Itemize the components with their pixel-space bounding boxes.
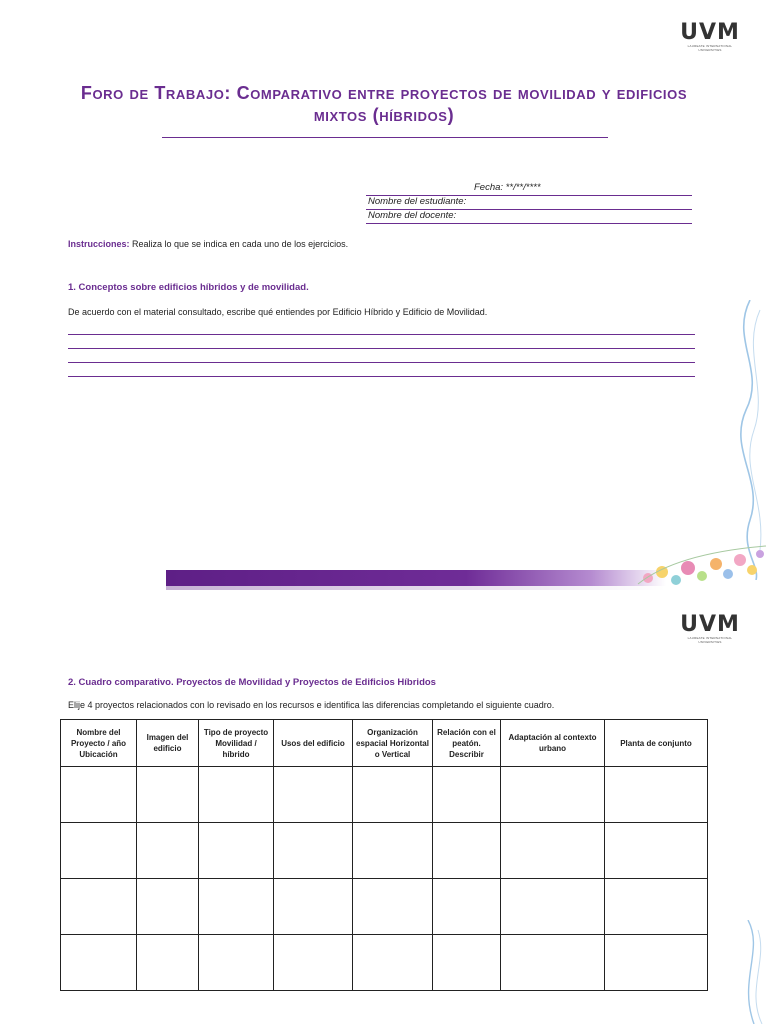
table-cell[interactable] <box>353 767 433 823</box>
table-cell[interactable] <box>274 935 353 991</box>
flowers-decoration <box>628 540 768 590</box>
date-label: Fecha: **/**/**** <box>474 182 541 193</box>
table-cell[interactable] <box>61 767 137 823</box>
column-header: Imagen del edificio <box>137 720 199 767</box>
table-cell[interactable] <box>137 823 199 879</box>
table-cell[interactable] <box>605 767 708 823</box>
table-cell[interactable] <box>137 935 199 991</box>
table-cell[interactable] <box>433 935 501 991</box>
column-header: Organización espacial Horizontal o Vertical <box>353 720 433 767</box>
uvm-logo <box>678 22 742 52</box>
student-name-field[interactable] <box>366 196 692 210</box>
table-header-row <box>61 720 708 767</box>
table-cell[interactable] <box>199 879 274 935</box>
table-cell[interactable] <box>274 879 353 935</box>
table-cell[interactable] <box>605 823 708 879</box>
table-cell[interactable] <box>61 879 137 935</box>
column-header: Tipo de proyecto Movilidad / híbrido <box>199 720 274 767</box>
student-name-label: Nombre del estudiante: <box>368 196 467 207</box>
table-cell[interactable] <box>353 823 433 879</box>
logo-subtitle: LAUREATE INTERNATIONAL UNIVERSITIES <box>687 44 733 52</box>
comparison-table <box>60 719 708 991</box>
column-header: Adaptación al contexto urbano <box>501 720 605 767</box>
table-cell[interactable] <box>501 823 605 879</box>
answer-line[interactable] <box>68 334 695 335</box>
table-cell[interactable] <box>61 823 137 879</box>
section-2-prompt: Elije 4 proyectos relacionados con lo revisado en los recursos e identifica las diferencias completando el siguiente cuadro. <box>68 700 555 710</box>
decorative-swirl <box>734 920 768 1024</box>
table-cell[interactable] <box>353 935 433 991</box>
teacher-name-field[interactable] <box>366 210 692 224</box>
table-cell[interactable] <box>605 935 708 991</box>
footer-band <box>166 570 666 586</box>
table-cell[interactable] <box>199 767 274 823</box>
table-row <box>61 767 708 823</box>
column-header: Nombre del Proyecto / año Ubicación <box>61 720 137 767</box>
logo-subtitle: LAUREATE INTERNATIONAL UNIVERSITIES <box>687 636 733 644</box>
table-cell[interactable] <box>353 879 433 935</box>
logo-mark: UVM <box>680 20 740 45</box>
table-cell[interactable] <box>137 767 199 823</box>
teacher-name-label: Nombre del docente: <box>368 210 457 221</box>
instructions-label: Instrucciones: <box>68 239 130 249</box>
table-cell[interactable] <box>605 879 708 935</box>
table-cell[interactable] <box>274 767 353 823</box>
answer-line[interactable] <box>68 348 695 349</box>
column-header: Planta de conjunto <box>605 720 708 767</box>
title-underline <box>162 137 608 138</box>
date-field[interactable] <box>366 182 692 196</box>
uvm-logo-page-2 <box>678 614 742 644</box>
table-cell[interactable] <box>501 935 605 991</box>
table-cell[interactable] <box>501 879 605 935</box>
section-2-heading: 2. Cuadro comparativo. Proyectos de Movilidad y Proyectos de Edificios Híbridos <box>68 677 436 688</box>
column-header: Usos del edificio <box>274 720 353 767</box>
table-cell[interactable] <box>137 879 199 935</box>
section-1-prompt: De acuerdo con el material consultado, escribe qué entiendes por Edificio Híbrido y Edificio de Movilidad. <box>68 307 488 317</box>
answer-line[interactable] <box>68 376 695 377</box>
table-cell[interactable] <box>433 767 501 823</box>
section-1-heading: 1. Conceptos sobre edificios híbridos y de movilidad. <box>68 282 309 293</box>
table-cell[interactable] <box>433 823 501 879</box>
decorative-swirl <box>720 300 768 580</box>
table-cell[interactable] <box>433 879 501 935</box>
answer-line[interactable] <box>68 362 695 363</box>
table-cell[interactable] <box>199 935 274 991</box>
table-cell[interactable] <box>501 767 605 823</box>
table-row <box>61 823 708 879</box>
table-cell[interactable] <box>199 823 274 879</box>
table-cell[interactable] <box>61 935 137 991</box>
table-cell[interactable] <box>274 823 353 879</box>
column-header: Relación con el peatón. Describir <box>433 720 501 767</box>
page-title: Foro de Trabajo: Comparativo entre proyectos de movilidad y edificios mixtos (híbridos) <box>80 83 688 125</box>
instructions <box>68 239 348 249</box>
table-row <box>61 879 708 935</box>
logo-mark: UVM <box>680 612 740 637</box>
table-row <box>61 935 708 991</box>
instructions-text: Realiza lo que se indica en cada uno de los ejercicios. <box>129 239 349 249</box>
